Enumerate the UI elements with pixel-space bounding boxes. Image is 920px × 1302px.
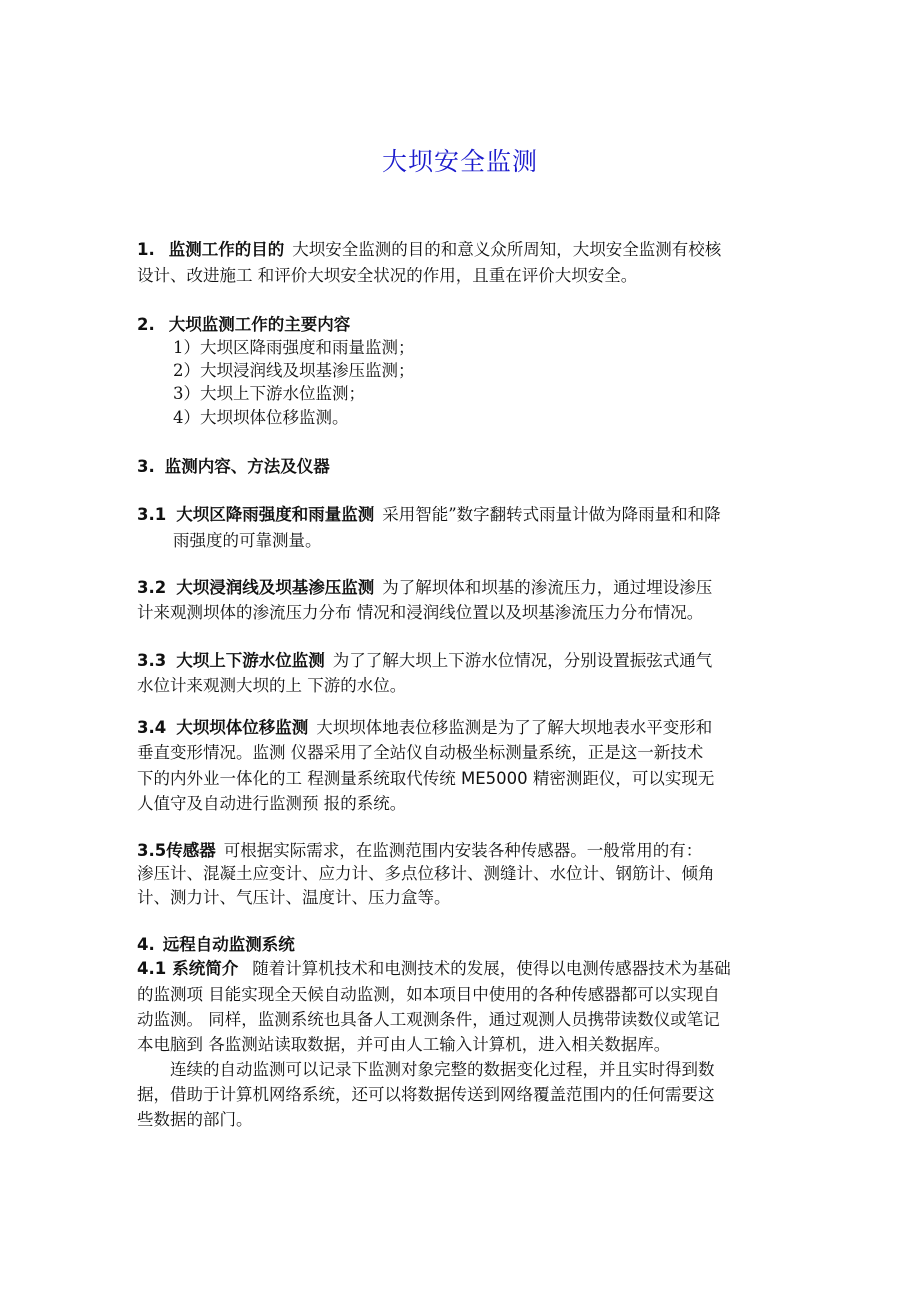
section-number: 3.5 <box>137 841 167 860</box>
section-1-line-1 <box>137 238 797 262</box>
list-item: 4）大坝坝体位移监测。 <box>173 408 349 427</box>
paragraph-text: 计、测力计、气压计、温度计、压力盒等。 <box>137 888 451 907</box>
section-number: 3.2 <box>137 578 167 597</box>
section-3-heading-line <box>137 455 797 479</box>
instrument-model: ME5000 <box>461 769 528 788</box>
paragraph-text: 为了解坝体和坝基的渗流压力，通过埋设渗压 <box>382 578 713 597</box>
section-heading: 监测工作的目的 <box>168 240 285 259</box>
section-number: 3.3 <box>137 651 167 670</box>
paragraph-text: 精密测距仪，可以实现无 <box>527 769 715 788</box>
paragraph-text: 的监测项 目能实现全天候自动监测，如本项目中使用的各种传感器都可以实现自 <box>137 985 720 1004</box>
section-heading: 大坝监测工作的主要内容 <box>168 315 351 334</box>
paragraph-text: 计来观测坝体的渗流压力分布 情况和浸润线位置以及坝基渗流压力分布情况。 <box>137 603 704 622</box>
paragraph-text: 采用智能”数字翻转式雨量计做为降雨量和和降 <box>382 505 721 524</box>
section-3-2-line-1 <box>137 576 797 600</box>
section-3-4-line-1 <box>137 716 797 740</box>
paragraph-text: 设计、改进施工 和评价大坝安全状况的作用，且重在评价大坝安全。 <box>137 266 638 285</box>
paragraph-text: 垂直变形情况。监测 仪器采用了全站仪自动极坐标测量系统，正是这一新技术 <box>137 743 704 762</box>
paragraph-text: 连续的自动监测可以记录下监测对象完整的数据变化过程，并且实时得到数 <box>170 1060 715 1079</box>
paragraph-text: 随着计算机技术和电测技术的发展，使得以电测传感器技术为基础 <box>252 959 731 978</box>
section-heading: 大坝坝体位移监测 <box>176 718 309 737</box>
section-4-1-line-1 <box>137 957 797 981</box>
section-number: 2. <box>137 315 155 334</box>
section-heading: 大坝浸润线及坝基渗压监测 <box>176 578 375 597</box>
section-number: 3. <box>137 457 155 476</box>
paragraph-text: 本电脑到 各监测站读取数据，并可由人工输入计算机，进入相关数据库。 <box>137 1035 671 1054</box>
paragraph-text: 据，借助于计算机网络系统，还可以将数据传送到网络覆盖范围内的任何需要这 <box>137 1085 715 1104</box>
section-number: 3.1 <box>137 505 167 524</box>
section-number: 1. <box>137 240 155 259</box>
paragraph-text: 可根据实际需求，在监测范围内安装各种传感器。一般常用的有： <box>223 841 703 860</box>
paragraph-text: 渗压计、混凝土应变计、应力计、多点位移计、测缝计、水位计、钢筋计、倾角 <box>137 864 715 883</box>
section-number: 4. <box>137 935 155 954</box>
section-heading: 传感器 <box>166 841 216 860</box>
section-3-3-line-1 <box>137 649 797 673</box>
section-heading: 系统简介 <box>172 959 239 978</box>
section-3-5-line-1 <box>137 839 797 863</box>
section-number: 4.1 <box>137 959 167 978</box>
section-number: 3.4 <box>137 718 167 737</box>
paragraph-text: 大坝坝体地表位移监测是为了了解大坝地表水平变形和 <box>316 718 713 737</box>
list-item: 1）大坝区降雨强度和雨量监测； <box>173 338 415 357</box>
list-item: 3）大坝上下游水位监测； <box>173 384 365 403</box>
paragraph-text: 些数据的部门。 <box>137 1110 253 1129</box>
section-heading: 监测内容、方法及仪器 <box>164 457 330 476</box>
paragraph-text: 水位计来观测大坝的上 下游的水位。 <box>137 676 407 695</box>
paragraph-text: 为了了解大坝上下游水位情况，分别设置振弦式通气 <box>332 651 713 670</box>
paragraph-text: 雨强度的可靠测量。 <box>173 531 322 550</box>
paragraph-text-line-3 <box>137 767 797 791</box>
paragraph-text: 下的内外业一体化的工 程测量系统取代传统 <box>137 769 461 788</box>
paragraph-text: 动监测。 同样，监测系统也具备人工观测条件，通过观测人员携带读数仪或笔记 <box>137 1010 720 1029</box>
page-title: 大坝安全监测 <box>381 147 538 176</box>
paragraph-text: 人值守及自动进行监测预 报的系统。 <box>137 794 407 813</box>
list-item: 2）大坝浸润线及坝基渗压监测； <box>173 361 415 380</box>
section-heading: 远程自动监测系统 <box>162 935 295 954</box>
section-4-heading-line <box>137 933 797 957</box>
section-2-heading-line <box>137 313 797 337</box>
section-3-1-line-1 <box>137 503 797 527</box>
section-heading: 大坝区降雨强度和雨量监测 <box>176 505 375 524</box>
paragraph-text: 大坝安全监测的目的和意义众所周知，大坝安全监测有校核 <box>292 240 722 259</box>
section-heading: 大坝上下游水位监测 <box>176 651 325 670</box>
